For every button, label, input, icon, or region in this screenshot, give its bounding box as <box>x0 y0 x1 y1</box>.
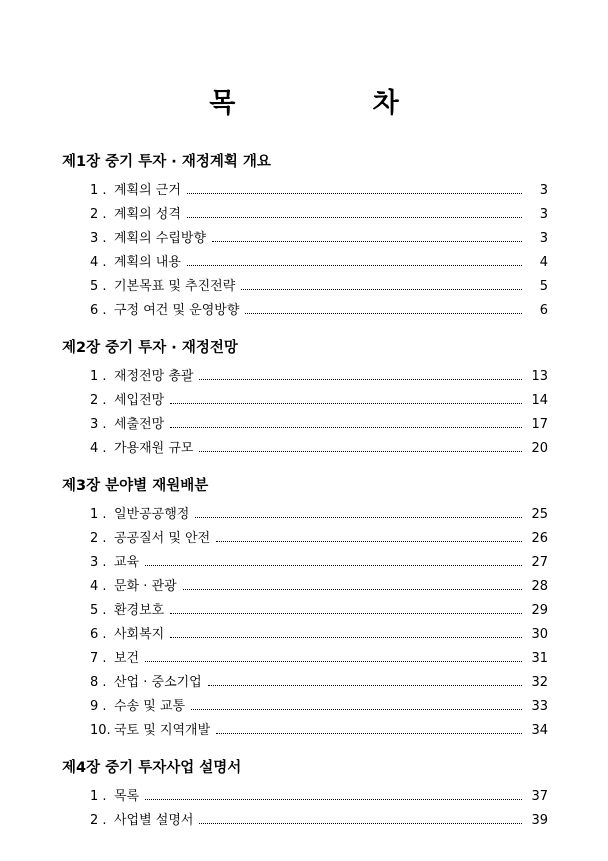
chapter-entries <box>62 785 548 833</box>
dot-leader <box>187 192 522 194</box>
chapter-entries <box>62 503 548 743</box>
dot-leader <box>208 684 522 686</box>
entry-number: 1 . <box>90 183 107 198</box>
entry-page-number: 34 <box>531 723 548 738</box>
entry-page-number: 30 <box>531 627 548 642</box>
entry-number: 1 . <box>90 369 107 384</box>
entry-label: 수송 및 교통 <box>114 699 186 714</box>
entry-label: 구정 여건 및 운영방향 <box>114 303 240 318</box>
toc-entry <box>62 623 548 647</box>
entry-number: 5 . <box>90 603 107 618</box>
toc-entry <box>62 203 548 227</box>
entry-label: 계획의 수립방향 <box>114 231 207 246</box>
chapter-title: 제2장 중기 투자 · 재정전망 <box>62 340 238 356</box>
toc-entry <box>62 647 548 671</box>
entry-label: 환경보호 <box>114 603 165 618</box>
toc-entry <box>62 695 548 719</box>
toc-entry <box>62 365 548 389</box>
entry-page-number: 5 <box>539 279 548 294</box>
entry-label: 계획의 근거 <box>114 183 181 198</box>
entry-label: 기본목표 및 추진전략 <box>114 279 236 294</box>
dot-leader <box>170 636 522 638</box>
entry-number: 2 . <box>90 813 107 828</box>
toc-entry <box>62 275 548 299</box>
toc-entry <box>62 251 548 275</box>
entry-number: 6 . <box>90 627 107 642</box>
entry-page-number: 31 <box>531 651 548 666</box>
toc-entry <box>62 719 548 743</box>
entry-page-number: 27 <box>531 555 548 570</box>
entry-label: 세출전망 <box>114 417 165 432</box>
chapter-entries <box>62 365 548 461</box>
dot-leader <box>199 378 522 380</box>
toc-entry <box>62 785 548 809</box>
entry-number: 3 . <box>90 417 107 432</box>
entry-page-number: 33 <box>531 699 548 714</box>
entry-label: 보건 <box>114 651 140 666</box>
entry-label: 일반공공행정 <box>114 507 190 522</box>
dot-leader <box>199 822 522 824</box>
toc-entry <box>62 413 548 437</box>
entry-label: 교육 <box>114 555 140 570</box>
entry-number: 2 . <box>90 393 107 408</box>
entry-number: 4 . <box>90 579 107 594</box>
entry-number: 3 . <box>90 555 107 570</box>
entry-page-number: 37 <box>531 789 548 804</box>
entry-label: 국토 및 지역개발 <box>114 723 211 738</box>
dot-leader <box>187 264 522 266</box>
entry-label: 목록 <box>114 789 140 804</box>
page-title: 목 차 <box>209 88 463 119</box>
entry-page-number: 14 <box>531 393 548 408</box>
entry-label: 사회복지 <box>114 627 165 642</box>
entry-number: 4 . <box>90 255 107 270</box>
entry-number: 3 . <box>90 231 107 246</box>
entry-page-number: 20 <box>531 441 548 456</box>
entry-page-number: 3 <box>539 183 548 198</box>
toc-entry <box>62 299 548 323</box>
toc-entry <box>62 551 548 575</box>
dot-leader <box>241 288 522 290</box>
dot-leader <box>245 312 522 314</box>
dot-leader <box>170 612 522 614</box>
dot-leader <box>145 660 522 662</box>
entry-page-number: 32 <box>531 675 548 690</box>
entry-page-number: 4 <box>539 255 548 270</box>
entry-number: 2 . <box>90 207 107 222</box>
dot-leader <box>183 588 522 590</box>
entry-number: 6 . <box>90 303 107 318</box>
entry-number: 5 . <box>90 279 107 294</box>
entry-number: 8 . <box>90 675 107 690</box>
dot-leader <box>216 540 522 542</box>
toc-entry <box>62 227 548 251</box>
dot-leader <box>195 516 522 518</box>
toc-entry <box>62 575 548 599</box>
entry-page-number: 26 <box>531 531 548 546</box>
toc-entry <box>62 437 548 461</box>
dot-leader <box>187 216 522 218</box>
entry-page-number: 29 <box>531 603 548 618</box>
entry-label: 재정전망 총괄 <box>114 369 194 384</box>
entry-number: 7 . <box>90 651 107 666</box>
entry-label: 세입전망 <box>114 393 165 408</box>
entry-label: 산업 · 중소기업 <box>114 675 202 690</box>
entry-number: 2 . <box>90 531 107 546</box>
entry-label: 계획의 성격 <box>114 207 181 222</box>
entry-label: 계획의 내용 <box>114 255 181 270</box>
entry-page-number: 13 <box>531 369 548 384</box>
entry-number: 1 . <box>90 507 107 522</box>
entry-page-number: 17 <box>531 417 548 432</box>
entry-page-number: 28 <box>531 579 548 594</box>
chapter-section <box>62 336 548 461</box>
dot-leader <box>145 564 522 566</box>
table-of-contents <box>62 150 548 833</box>
entry-page-number: 39 <box>531 813 548 828</box>
entry-number: 1 . <box>90 789 107 804</box>
entry-number: 9 . <box>90 699 107 714</box>
entry-label: 사업별 설명서 <box>114 813 194 828</box>
entry-label: 문화 · 관광 <box>114 579 177 594</box>
dot-leader <box>216 732 522 734</box>
toc-entry <box>62 599 548 623</box>
toc-entry <box>62 389 548 413</box>
toc-entry <box>62 527 548 551</box>
toc-entry <box>62 671 548 695</box>
toc-entry <box>62 179 548 203</box>
dot-leader <box>199 450 522 452</box>
chapter-entries <box>62 179 548 323</box>
chapter-title: 제4장 중기 투자사업 설명서 <box>62 760 242 776</box>
chapter-section <box>62 150 548 323</box>
entry-number: 10. <box>90 723 111 738</box>
entry-page-number: 6 <box>539 303 548 318</box>
dot-leader <box>212 240 522 242</box>
toc-entry <box>62 503 548 527</box>
entry-number: 4 . <box>90 441 107 456</box>
toc-entry <box>62 809 548 833</box>
entry-label: 가용재원 규모 <box>114 441 194 456</box>
dot-leader <box>170 426 522 428</box>
chapter-title: 제1장 중기 투자 · 재정계획 개요 <box>62 154 271 170</box>
dot-leader <box>170 402 522 404</box>
chapter-section <box>62 756 548 833</box>
entry-page-number: 3 <box>539 231 548 246</box>
dot-leader <box>191 708 522 710</box>
chapter-title: 제3장 분야별 재원배분 <box>62 478 209 494</box>
entry-page-number: 3 <box>539 207 548 222</box>
entry-label: 공공질서 및 안전 <box>114 531 211 546</box>
dot-leader <box>145 798 522 800</box>
entry-page-number: 25 <box>531 507 548 522</box>
chapter-section <box>62 474 548 743</box>
